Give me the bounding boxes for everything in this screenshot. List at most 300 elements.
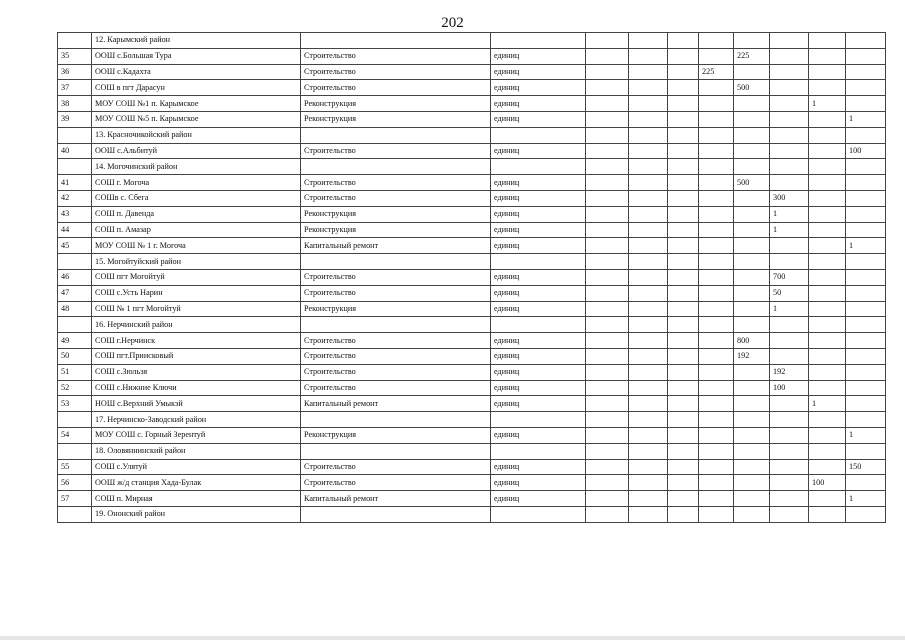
table-row xyxy=(58,48,886,64)
value-cell xyxy=(699,269,734,285)
value-cell xyxy=(734,443,770,459)
value-cell: 150 xyxy=(846,459,886,475)
value-cell xyxy=(668,380,699,396)
value-cell xyxy=(699,364,734,380)
value-cell xyxy=(586,506,629,522)
row-number: 48 xyxy=(58,301,92,317)
value-cell xyxy=(734,269,770,285)
facility-name: ООШ с.Альбитуй xyxy=(92,143,301,159)
unit: единиц xyxy=(491,364,586,380)
value-cell: 100 xyxy=(846,143,886,159)
row-number-cell xyxy=(58,506,92,522)
value-cell: 1 xyxy=(770,222,809,238)
value-cell xyxy=(668,491,699,507)
value-cell xyxy=(846,222,886,238)
value-cell xyxy=(699,491,734,507)
value-cell xyxy=(586,254,629,270)
row-number: 52 xyxy=(58,380,92,396)
value-cell xyxy=(586,143,629,159)
value-cell: 1 xyxy=(770,301,809,317)
unit: единиц xyxy=(491,96,586,112)
value-cell xyxy=(809,269,846,285)
unit-cell xyxy=(491,506,586,522)
facility-name: СОШ п. Давенда xyxy=(92,206,301,222)
value-cell xyxy=(846,48,886,64)
value-cell xyxy=(846,317,886,333)
value-cell xyxy=(668,317,699,333)
unit: единиц xyxy=(491,190,586,206)
value-cell xyxy=(734,206,770,222)
value-cell xyxy=(668,222,699,238)
value-cell xyxy=(770,238,809,254)
work-type: Реконструкция xyxy=(301,96,491,112)
value-cell xyxy=(809,491,846,507)
row-number: 39 xyxy=(58,111,92,127)
facility-name: СОШв с. Сбега xyxy=(92,190,301,206)
value-cell xyxy=(699,301,734,317)
work-type: Капитальный ремонт xyxy=(301,491,491,507)
value-cell xyxy=(734,301,770,317)
value-cell xyxy=(734,254,770,270)
work-type-cell xyxy=(301,412,491,428)
unit: единиц xyxy=(491,491,586,507)
value-cell xyxy=(668,206,699,222)
work-type-cell xyxy=(301,254,491,270)
value-cell xyxy=(809,143,846,159)
value-cell: 800 xyxy=(734,333,770,349)
value-cell xyxy=(586,475,629,491)
value-cell xyxy=(809,206,846,222)
value-cell xyxy=(586,127,629,143)
value-cell xyxy=(809,506,846,522)
row-number: 40 xyxy=(58,143,92,159)
value-cell xyxy=(699,96,734,112)
section-row xyxy=(58,412,886,428)
value-cell xyxy=(668,427,699,443)
value-cell xyxy=(586,348,629,364)
work-type: Реконструкция xyxy=(301,206,491,222)
table-row xyxy=(58,348,886,364)
work-type: Строительство xyxy=(301,64,491,80)
value-cell xyxy=(809,127,846,143)
facility-name: МОУ СОШ с. Горный Зерентуй xyxy=(92,427,301,443)
value-cell xyxy=(809,111,846,127)
value-cell xyxy=(629,285,668,301)
value-cell xyxy=(629,48,668,64)
value-cell xyxy=(586,364,629,380)
value-cell xyxy=(846,396,886,412)
value-cell xyxy=(846,206,886,222)
value-cell: 1 xyxy=(770,206,809,222)
section-row xyxy=(58,443,886,459)
value-cell xyxy=(629,301,668,317)
table-row xyxy=(58,269,886,285)
row-number: 47 xyxy=(58,285,92,301)
value-cell xyxy=(586,301,629,317)
value-cell xyxy=(809,459,846,475)
value-cell: 700 xyxy=(770,269,809,285)
value-cell xyxy=(586,317,629,333)
work-type: Строительство xyxy=(301,285,491,301)
work-type: Капитальный ремонт xyxy=(301,238,491,254)
value-cell xyxy=(699,175,734,191)
value-cell xyxy=(699,396,734,412)
value-cell xyxy=(734,506,770,522)
table-row xyxy=(58,175,886,191)
value-cell xyxy=(846,190,886,206)
value-cell xyxy=(586,175,629,191)
value-cell: 300 xyxy=(770,190,809,206)
value-cell xyxy=(668,348,699,364)
value-cell: 192 xyxy=(770,364,809,380)
section-row xyxy=(58,127,886,143)
value-cell xyxy=(770,475,809,491)
value-cell: 1 xyxy=(809,396,846,412)
facility-name: СОШ п. Мирная xyxy=(92,491,301,507)
facility-name: ООШ ж/д станция Хада-Булак xyxy=(92,475,301,491)
value-cell xyxy=(846,254,886,270)
value-cell: 1 xyxy=(846,111,886,127)
value-cell xyxy=(770,412,809,428)
value-cell xyxy=(734,111,770,127)
value-cell xyxy=(668,285,699,301)
value-cell: 500 xyxy=(734,175,770,191)
value-cell xyxy=(586,238,629,254)
value-cell xyxy=(699,443,734,459)
table-row xyxy=(58,396,886,412)
value-cell xyxy=(734,491,770,507)
value-cell: 1 xyxy=(846,491,886,507)
value-cell xyxy=(846,285,886,301)
value-cell xyxy=(846,175,886,191)
value-cell xyxy=(668,301,699,317)
work-type-cell xyxy=(301,506,491,522)
value-cell xyxy=(586,96,629,112)
unit: единиц xyxy=(491,80,586,96)
facility-name: СОШ в пгт Дарасун xyxy=(92,80,301,96)
value-cell xyxy=(846,364,886,380)
value-cell xyxy=(770,96,809,112)
value-cell xyxy=(629,175,668,191)
facility-name: СОШ г.Нерчинск xyxy=(92,333,301,349)
value-cell xyxy=(846,80,886,96)
facility-name: СОШ № 1 пгт Могойтуй xyxy=(92,301,301,317)
value-cell xyxy=(668,33,699,49)
work-type: Строительство xyxy=(301,380,491,396)
unit: единиц xyxy=(491,48,586,64)
facility-name: СОШ пгт Могойтуй xyxy=(92,269,301,285)
value-cell xyxy=(770,491,809,507)
row-number: 41 xyxy=(58,175,92,191)
unit-cell xyxy=(491,33,586,49)
value-cell xyxy=(668,254,699,270)
value-cell xyxy=(586,380,629,396)
value-cell: 1 xyxy=(846,427,886,443)
row-number: 44 xyxy=(58,222,92,238)
value-cell xyxy=(586,396,629,412)
value-cell xyxy=(668,96,699,112)
value-cell xyxy=(629,159,668,175)
value-cell xyxy=(734,317,770,333)
value-cell xyxy=(734,222,770,238)
value-cell xyxy=(668,333,699,349)
section-title: 14. Могочинский район xyxy=(92,159,301,175)
value-cell xyxy=(699,506,734,522)
table-row xyxy=(58,301,886,317)
unit: единиц xyxy=(491,348,586,364)
value-cell xyxy=(770,80,809,96)
value-cell xyxy=(629,96,668,112)
value-cell xyxy=(809,427,846,443)
value-cell xyxy=(770,64,809,80)
value-cell xyxy=(734,364,770,380)
value-cell xyxy=(629,459,668,475)
table-body xyxy=(58,33,886,523)
value-cell xyxy=(629,206,668,222)
value-cell xyxy=(770,33,809,49)
value-cell xyxy=(699,111,734,127)
row-number: 51 xyxy=(58,364,92,380)
section-title: 16. Нерчинский район xyxy=(92,317,301,333)
facility-name: ООШ с.Большая Тура xyxy=(92,48,301,64)
facility-name: СОШ с.Улятуй xyxy=(92,459,301,475)
row-number: 35 xyxy=(58,48,92,64)
row-number: 49 xyxy=(58,333,92,349)
work-type: Реконструкция xyxy=(301,222,491,238)
value-cell xyxy=(734,238,770,254)
value-cell xyxy=(586,48,629,64)
value-cell xyxy=(699,459,734,475)
unit: единиц xyxy=(491,269,586,285)
value-cell xyxy=(699,127,734,143)
work-type: Строительство xyxy=(301,269,491,285)
value-cell xyxy=(586,459,629,475)
value-cell xyxy=(586,491,629,507)
unit: единиц xyxy=(491,333,586,349)
value-cell xyxy=(586,427,629,443)
value-cell xyxy=(668,459,699,475)
value-cell xyxy=(629,190,668,206)
row-number: 57 xyxy=(58,491,92,507)
section-row xyxy=(58,506,886,522)
value-cell xyxy=(809,190,846,206)
value-cell xyxy=(699,412,734,428)
value-cell xyxy=(629,396,668,412)
value-cell xyxy=(809,48,846,64)
row-number-cell xyxy=(58,159,92,175)
section-title: 13. Красночикойский район xyxy=(92,127,301,143)
table-row xyxy=(58,111,886,127)
value-cell xyxy=(809,443,846,459)
value-cell xyxy=(629,254,668,270)
value-cell xyxy=(586,33,629,49)
row-number-cell xyxy=(58,317,92,333)
work-type: Строительство xyxy=(301,190,491,206)
value-cell xyxy=(629,143,668,159)
value-cell xyxy=(734,427,770,443)
unit: единиц xyxy=(491,143,586,159)
unit: единиц xyxy=(491,111,586,127)
value-cell xyxy=(668,159,699,175)
value-cell xyxy=(699,317,734,333)
row-number: 53 xyxy=(58,396,92,412)
table-row xyxy=(58,475,886,491)
value-cell xyxy=(846,127,886,143)
section-row xyxy=(58,317,886,333)
unit-cell xyxy=(491,317,586,333)
unit-cell xyxy=(491,412,586,428)
value-cell xyxy=(699,48,734,64)
value-cell xyxy=(629,443,668,459)
section-title: 15. Могойтуйский район xyxy=(92,254,301,270)
unit: единиц xyxy=(491,459,586,475)
value-cell xyxy=(629,380,668,396)
unit: единиц xyxy=(491,175,586,191)
value-cell xyxy=(668,64,699,80)
value-cell xyxy=(668,396,699,412)
value-cell xyxy=(629,222,668,238)
value-cell xyxy=(809,64,846,80)
value-cell xyxy=(586,159,629,175)
facility-name: СОШ п. Амазар xyxy=(92,222,301,238)
value-cell xyxy=(809,159,846,175)
value-cell xyxy=(809,222,846,238)
work-type: Реконструкция xyxy=(301,111,491,127)
work-type: Реконструкция xyxy=(301,427,491,443)
value-cell xyxy=(846,333,886,349)
table-row xyxy=(58,64,886,80)
value-cell xyxy=(629,475,668,491)
value-cell xyxy=(668,127,699,143)
value-cell xyxy=(846,506,886,522)
value-cell xyxy=(770,348,809,364)
value-cell xyxy=(734,459,770,475)
value-cell xyxy=(734,396,770,412)
value-cell xyxy=(770,254,809,270)
facility-name: СОШ пгт.Приисковый xyxy=(92,348,301,364)
facility-name: ООШ с.Кадахта xyxy=(92,64,301,80)
value-cell xyxy=(734,96,770,112)
work-type: Строительство xyxy=(301,175,491,191)
value-cell: 225 xyxy=(699,64,734,80)
value-cell xyxy=(846,159,886,175)
table-row xyxy=(58,80,886,96)
value-cell xyxy=(846,96,886,112)
facility-name: МОУ СОШ № 1 г. Могоча xyxy=(92,238,301,254)
value-cell xyxy=(699,254,734,270)
value-cell xyxy=(629,427,668,443)
value-cell xyxy=(734,127,770,143)
unit: единиц xyxy=(491,64,586,80)
work-type: Реконструкция xyxy=(301,301,491,317)
value-cell: 1 xyxy=(846,238,886,254)
table-row xyxy=(58,222,886,238)
work-type-cell xyxy=(301,127,491,143)
value-cell xyxy=(668,475,699,491)
unit: единиц xyxy=(491,380,586,396)
value-cell xyxy=(699,206,734,222)
work-type: Строительство xyxy=(301,80,491,96)
value-cell xyxy=(770,111,809,127)
row-number: 36 xyxy=(58,64,92,80)
value-cell xyxy=(770,443,809,459)
table-row xyxy=(58,238,886,254)
row-number-cell xyxy=(58,33,92,49)
value-cell xyxy=(734,33,770,49)
unit-cell xyxy=(491,254,586,270)
work-type-cell xyxy=(301,159,491,175)
value-cell xyxy=(668,364,699,380)
value-cell xyxy=(770,317,809,333)
row-number: 50 xyxy=(58,348,92,364)
table-row xyxy=(58,427,886,443)
value-cell xyxy=(846,443,886,459)
work-type: Строительство xyxy=(301,48,491,64)
row-number: 45 xyxy=(58,238,92,254)
value-cell xyxy=(586,412,629,428)
value-cell xyxy=(699,348,734,364)
unit: единиц xyxy=(491,238,586,254)
row-number-cell xyxy=(58,254,92,270)
value-cell xyxy=(629,127,668,143)
value-cell xyxy=(770,396,809,412)
value-cell xyxy=(629,111,668,127)
value-cell xyxy=(734,380,770,396)
value-cell xyxy=(668,111,699,127)
value-cell xyxy=(770,127,809,143)
work-type: Строительство xyxy=(301,333,491,349)
value-cell: 500 xyxy=(734,80,770,96)
value-cell xyxy=(809,364,846,380)
value-cell: 225 xyxy=(734,48,770,64)
value-cell xyxy=(770,427,809,443)
value-cell: 192 xyxy=(734,348,770,364)
value-cell xyxy=(846,33,886,49)
value-cell xyxy=(770,159,809,175)
work-type-cell xyxy=(301,443,491,459)
value-cell xyxy=(846,269,886,285)
row-number: 38 xyxy=(58,96,92,112)
value-cell xyxy=(699,33,734,49)
row-number: 56 xyxy=(58,475,92,491)
value-cell xyxy=(699,143,734,159)
section-title: 12. Карымский район xyxy=(92,33,301,49)
value-cell xyxy=(809,80,846,96)
value-cell xyxy=(699,427,734,443)
work-type: Строительство xyxy=(301,364,491,380)
value-cell xyxy=(846,412,886,428)
unit: единиц xyxy=(491,206,586,222)
work-type-cell xyxy=(301,317,491,333)
value-cell xyxy=(770,143,809,159)
facility-name: МОУ СОШ №1 п. Карымское xyxy=(92,96,301,112)
facility-name: СОШ г. Могоча xyxy=(92,175,301,191)
section-title: 19. Ононский район xyxy=(92,506,301,522)
value-cell xyxy=(734,475,770,491)
facility-name: НОШ с.Верхний Умыкэй xyxy=(92,396,301,412)
table-row xyxy=(58,143,886,159)
value-cell xyxy=(809,254,846,270)
section-title: 18. Оловяннинский район xyxy=(92,443,301,459)
page-number: 202 xyxy=(441,15,464,31)
value-cell: 100 xyxy=(770,380,809,396)
scan-edge xyxy=(0,636,905,640)
value-cell xyxy=(586,190,629,206)
value-cell xyxy=(586,64,629,80)
value-cell xyxy=(734,412,770,428)
unit: единиц xyxy=(491,427,586,443)
value-cell xyxy=(809,348,846,364)
